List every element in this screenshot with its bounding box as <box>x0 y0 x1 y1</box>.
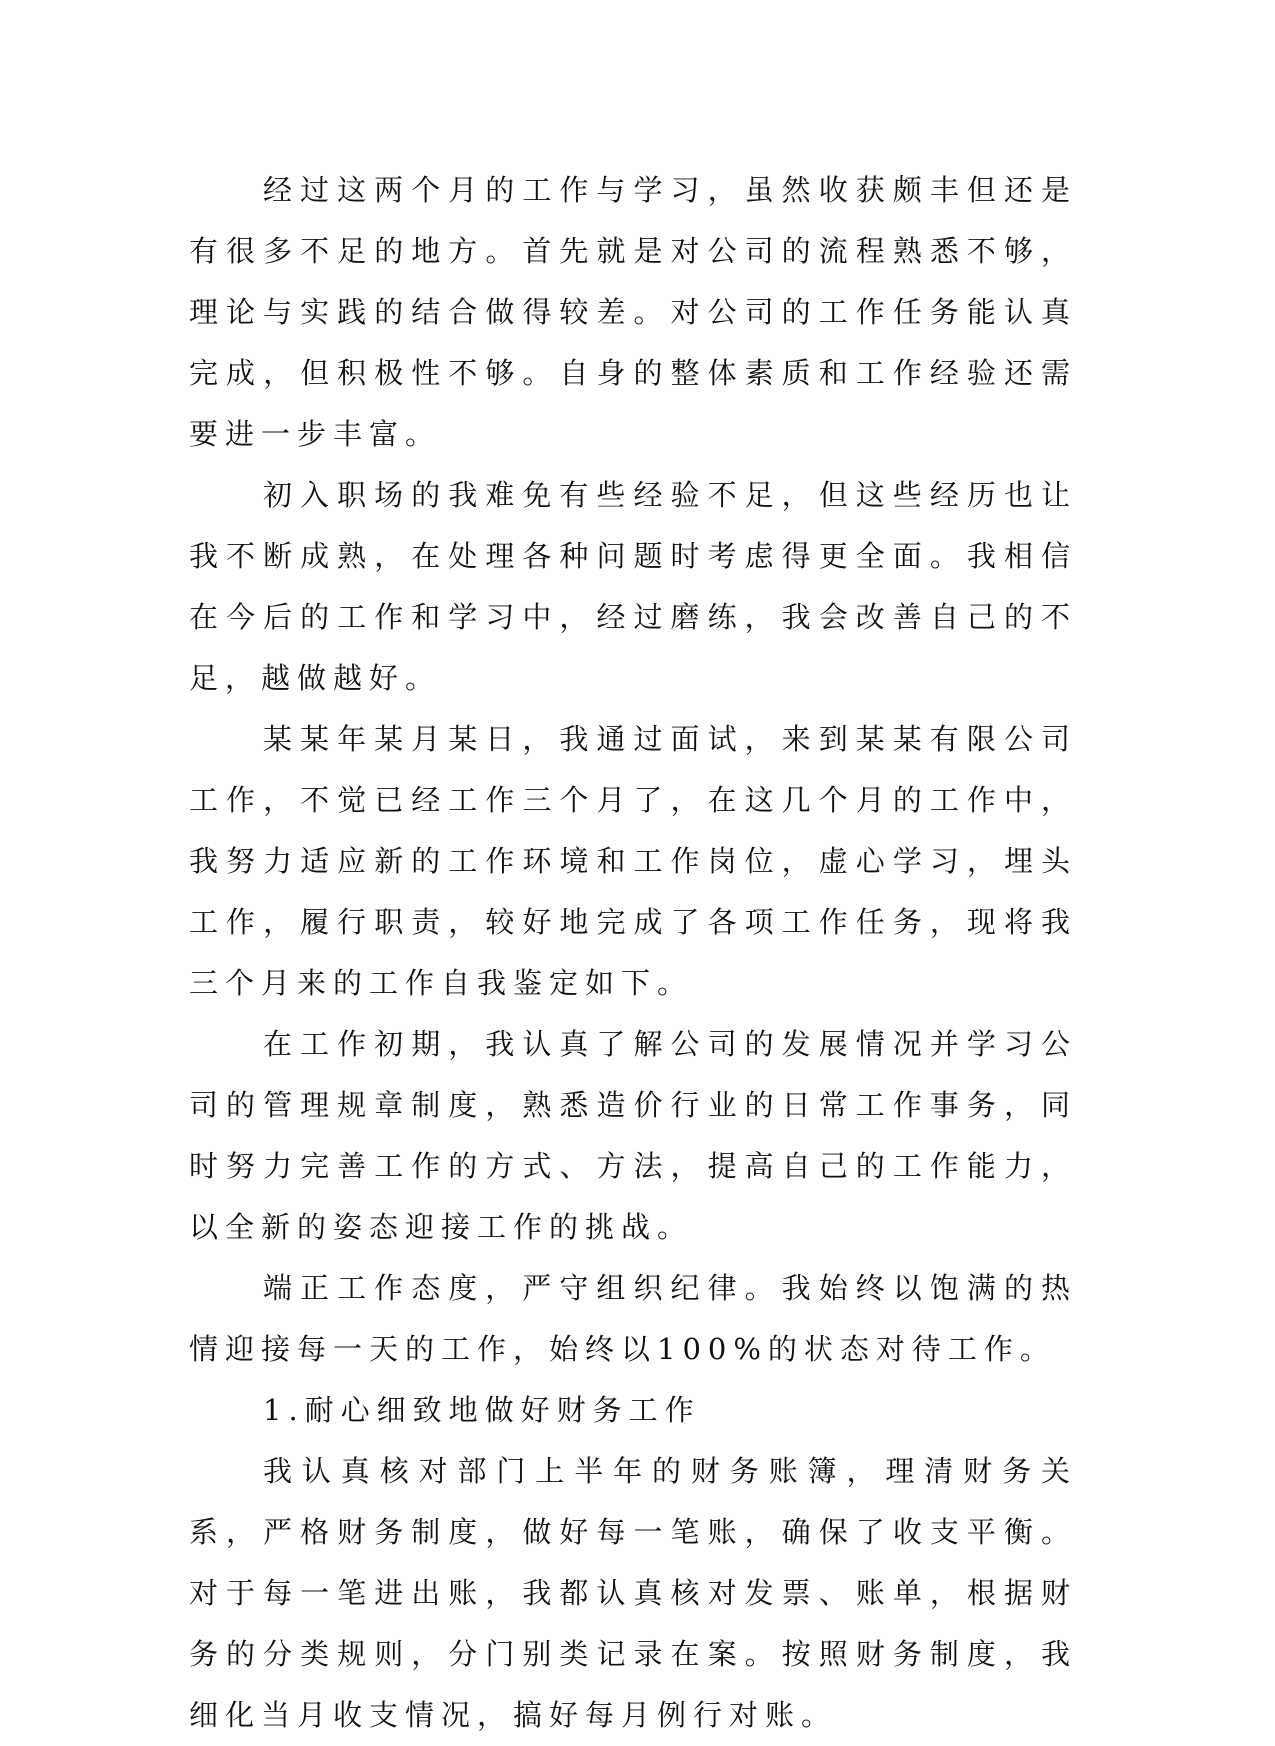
paragraph-1: 经过这两个月的工作与学习，虽然收获颇丰但还是有很多不足的地方。首先就是对公司的流程熟悉不够，理论与实践的结合做得较差。对公司的工作任务能认真完成，但积极性不够。自身的整体素质和工作经验还需要进一步丰富。 <box>189 173 1077 451</box>
paragraph-6: 我认真核对部门上半年的财务账簿，理清财务关系，严格财务制度，做好每一笔账，确保了收支平衡。对于每一笔进出账，我都认真核对发票、账单，根据财务的分类规则，分门别类记录在案。按照财务制度，我细化当月收支情况，搞好每月例行对账。 <box>189 1454 1077 1732</box>
paragraph-2: 初入职场的我难免有些经验不足，但这些经历也让我不断成熟，在处理各种问题时考虑得更全面。我相信在今后的工作和学习中，经过磨练，我会改善自己的不足，越做越好。 <box>189 478 1077 695</box>
paragraph-4: 在工作初期，我认真了解公司的发展情况并学习公司的管理规章制度，熟悉造价行业的日常工作事务，同时努力完善工作的方式、方法，提高自己的工作能力，以全新的姿态迎接工作的挑战。 <box>189 1027 1077 1244</box>
section-heading: 1.耐心细致地做好财务工作 <box>263 1393 701 1427</box>
paragraph-5: 端正工作态度，严守组织纪律。我始终以饱满的热情迎接每一天的工作，始终以100%的状态对待工作。 <box>189 1271 1077 1366</box>
document-body <box>189 160 1077 1746</box>
paragraph-3: 某某年某月某日，我通过面试，来到某某有限公司工作，不觉已经工作三个月了，在这几个月的工作中，我努力适应新的工作环境和工作岗位，虚心学习，埋头工作，履行职责，较好地完成了各项工作任务，现将我三个月来的工作自我鉴定如下。 <box>189 722 1077 1000</box>
